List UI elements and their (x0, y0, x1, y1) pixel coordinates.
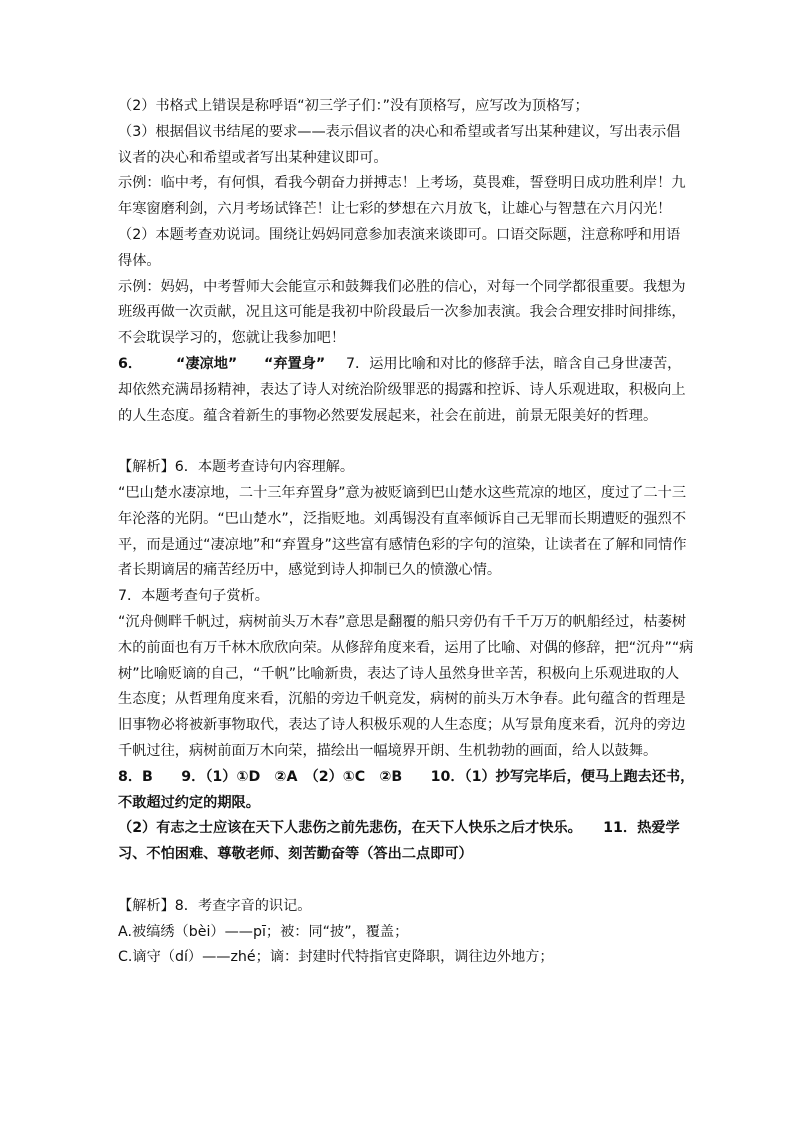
analysis-heading: 【解析】8．考查字音的识记。 (118, 897, 312, 914)
analysis-line: “沉舟侧畔千帆过，病树前头万木春”意思是翻覆的船只旁仍有千千万万的帆船经过，枯萎树 (118, 613, 687, 630)
analysis-line: “巴山楚水凄凉地，二十三年弃置身”意为被贬谪到巴山楚水这些荒凉的地区，度过了二十三 (118, 484, 687, 501)
answer-line: （2）本题考查劝说词。围绕让妈妈同意参加表演来谈即可。口语交际题，注意称呼和用语 (118, 226, 681, 243)
blank-line (118, 868, 678, 894)
answer-line: （2）有志之士应该在天下人悲伤之前先悲伤，在天下人快乐之后才快乐。 11．热爱学 (118, 820, 680, 837)
analysis-line: C.谪守（dí）——zhé；谪：封建时代特指官吏降职，调往边外地方； (118, 949, 554, 966)
analysis-line: 生态度；从哲理角度来看，沉船的旁边千帆竞发，病树的前头万木争春。此句蕴含的哲理是 (118, 691, 686, 708)
answer-line: 却依然充满昂扬精神，表达了诗人对统治阶级罪恶的揭露和控诉、诗人乐观进取，积极向上 (118, 381, 686, 398)
analysis-line: 者长期谪居的痛苦经历中，感觉到诗人抑制已久的愤激心情。 (118, 562, 502, 579)
analysis-line: 年沦落的光阴。“巴山楚水”，泛指贬地。刘禹锡没有直率倾诉自己无罪而长期遭贬的强烈不 (118, 510, 687, 527)
example-line: 示例：妈妈，中考誓师大会能宣示和鼓舞我们必胜的信心，对每一个同学都很重要。我想为 (118, 278, 686, 295)
answer-line: 议者的决心和希望或者写出某种建议即可。 (118, 149, 388, 166)
document-body (118, 94, 695, 971)
analysis-heading: 【解析】6．本题考查诗句内容理解。 (118, 459, 355, 476)
analysis-line: 树”比喻贬谪的自己，“千帆”比喻新贵，表达了诗人虽然身世辛苦，积极向上乐观进取的人 (118, 665, 680, 682)
answer-line: 不敢超过约定的期限。 (118, 794, 260, 811)
answer-6-7-line (118, 352, 682, 378)
analysis-line: 木的前面也有万千林木欣欣向荣。从修辞角度来看，运用了比喻、对偶的修辞，把“沉舟”“病 (118, 639, 694, 656)
answers-8-10-line: 8．B 9．（1）①D ②A （2）①C ②B 10．（1）抄写完毕后，便马上跑去还书， (118, 768, 695, 785)
analysis-line: 千帆过往，病树前面万木向荣，描绘出一幅境界开朗、生机勃勃的画面，给人以鼓舞。 (118, 742, 658, 759)
example-line: 不会耽误学习的，您就让我参加吧！ (118, 330, 346, 347)
answer-6-number: 6． (118, 355, 143, 372)
answer-line: 的人生态度。蕴含着新生的事物必然要发展起来，社会在前进，前景无限美好的哲理。 (118, 407, 658, 424)
analysis-line: A.被缟绣（bèi）——pī；被：同“披”，覆盖； (118, 923, 409, 940)
analysis-line: 平，而是通过“凄凉地”和“弃置身”这些富有感情色彩的字句的渲染，让读者在了解和同情作 (118, 536, 687, 553)
blank-line (118, 429, 678, 455)
answer-7-text: 7．运用比喻和对比的修辞手法，暗含自己身世凄苦， (346, 355, 682, 372)
analysis-line: 7．本题考查句子赏析。 (118, 588, 269, 605)
example-line: 示例：临中考，有何惧，看我今朝奋力拼搏志！上考场，莫畏难，誓登明日成功胜利岸！九 (118, 175, 686, 192)
answer-6-word-2: “弃置身” (264, 355, 326, 372)
answer-6-word-1: “凄凉地” (176, 355, 238, 372)
answer-line: （2）书格式上错误是称呼语“初三学子们：”没有顶格写，应写改为顶格写； (118, 98, 589, 114)
answer-line: 得体。 (118, 252, 161, 269)
answer-line: （3）根据倡议书结尾的要求——表示倡议者的决心和希望或者写出某种建议，写出表示倡 (118, 123, 681, 140)
analysis-line: 旧事物必将被新事物取代，表达了诗人积极乐观的人生态度；从写景角度来看，沉舟的旁边 (118, 717, 686, 734)
example-line: 班级再做一次贡献，况且这可能是我初中阶段最后一次参加表演。我会合理安排时间排练， (118, 304, 686, 321)
example-line: 年寒窗磨利剑，六月考场试锋芒！让七彩的梦想在六月放飞，让雄心与智慧在六月闪光！ (118, 201, 672, 218)
answer-line: 习、不怕困难、尊敬老师、刻苦勤奋等（答出二点即可） (118, 846, 473, 863)
